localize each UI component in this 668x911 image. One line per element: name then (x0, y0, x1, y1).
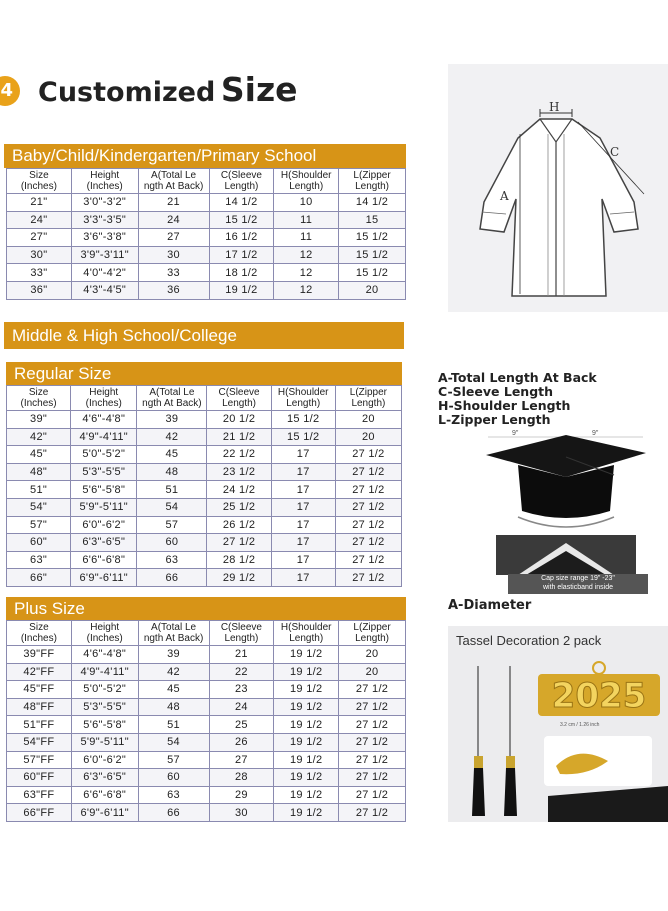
table-cell: 14 1/2 (209, 194, 274, 212)
column-header (207, 386, 271, 411)
table-cell: 27 1/2 (335, 551, 401, 569)
table-cell: 21 1/2 (207, 428, 271, 446)
table-cell: 5'9"-5'11" (71, 733, 138, 751)
table-row (7, 498, 402, 516)
column-header-line-2: (Inches) (20, 398, 57, 409)
column-header-line-2: (Inches) (86, 633, 123, 644)
table-cell: 12 (274, 246, 339, 264)
column-header-line-2: Length) (289, 181, 324, 192)
column-header (335, 386, 401, 411)
column-header-line-2: Length) (289, 633, 324, 644)
cap-dim-left: 9" (512, 430, 519, 437)
table-cell: 27 1/2 (339, 769, 406, 787)
table-cell: 48 (137, 463, 207, 481)
table-cell: 4'6"-4'8" (71, 411, 137, 429)
column-header-line-1: Height (89, 387, 119, 398)
table-row (7, 428, 402, 446)
table-cell: 17 (271, 516, 335, 534)
table-cell: 57"FF (7, 751, 72, 769)
column-header-line-1: H(Shoulder (277, 387, 329, 398)
table-cell: 6'6"-6'8" (71, 786, 138, 804)
column-header-line-1: Size (28, 387, 49, 398)
table-row (7, 786, 406, 804)
table-cell: 39 (137, 411, 207, 429)
table-row (7, 769, 406, 787)
column-header-line-2: Length) (355, 633, 389, 644)
table-cell: 19 1/2 (274, 733, 339, 751)
table-cell: 24 (138, 211, 209, 229)
table-cell: 63" (7, 551, 71, 569)
table-cell: 29 1/2 (207, 569, 271, 587)
table-cell: 20 (339, 663, 406, 681)
table-cell: 42 (137, 428, 207, 446)
table-cell: 60"FF (7, 769, 72, 787)
column-header (271, 386, 335, 411)
column-header (137, 386, 207, 411)
table-cell: 63"FF (7, 786, 72, 804)
table-cell: 4'6"-4'8" (71, 646, 138, 664)
table-cell: 26 1/2 (207, 516, 271, 534)
column-header-line-2: Length) (355, 181, 389, 192)
column-header-line-2: (Inches) (20, 633, 57, 644)
table-cell: 39" (7, 411, 71, 429)
column-header (7, 621, 72, 646)
table-row (7, 211, 406, 229)
table-row (7, 229, 406, 247)
table-cell: 18 1/2 (209, 264, 274, 282)
regular-size-table (6, 385, 402, 587)
table-row (7, 751, 406, 769)
table-cell: 11 (274, 229, 339, 247)
column-header-line-2: Length) (224, 633, 259, 644)
column-header (71, 386, 137, 411)
table-row (7, 681, 406, 699)
table-cell: 25 (209, 716, 274, 734)
table-cell: 21" (7, 194, 72, 212)
table-cell: 51 (137, 481, 207, 499)
table-row (7, 716, 406, 734)
table-cell: 57" (7, 516, 71, 534)
tassel-illustration-icon (448, 626, 668, 822)
table-cell: 15 1/2 (271, 411, 335, 429)
table-cell: 5'6"-5'8" (71, 481, 137, 499)
column-header-line-2: (Inches) (20, 181, 57, 192)
table-row (7, 733, 406, 751)
column-header-line-2: Length) (224, 181, 259, 192)
table-cell: 12 (274, 264, 339, 282)
table-cell: 6'3"-6'5" (71, 769, 138, 787)
table-row (7, 264, 406, 282)
tassel-decoration-panel (448, 626, 668, 822)
table-cell: 24 (209, 698, 274, 716)
table-cell: 4'9"-4'11" (71, 663, 138, 681)
column-header-line-1: H(Shoulder (280, 622, 332, 633)
cap-note-line-2: with elasticband inside (542, 584, 614, 591)
column-header (209, 621, 274, 646)
table-header-row (7, 386, 402, 411)
column-header-line-2: (Inches) (85, 398, 122, 409)
table-cell: 30 (138, 246, 209, 264)
table-row (7, 246, 406, 264)
table-cell: 48" (7, 463, 71, 481)
column-header (209, 169, 274, 194)
table-row (7, 194, 406, 212)
table-cell: 17 (271, 446, 335, 464)
gown-diagram (448, 64, 668, 312)
column-header-line-1: Height (90, 622, 120, 633)
table-cell: 27 1/2 (339, 786, 406, 804)
table-cell: 17 (271, 569, 335, 587)
section-bar-regular: Regular Size (6, 362, 402, 385)
table-cell: 3'0"-3'2" (71, 194, 138, 212)
table-cell: 23 (209, 681, 274, 699)
tassel-width-note: 3.2 cm / 1.26 inch (560, 722, 600, 728)
column-header-line-1: C(Sleeve (220, 170, 262, 181)
table-cell: 5'3"-5'5" (71, 698, 138, 716)
plus-size-table (6, 620, 406, 822)
table-cell: 10 (274, 194, 339, 212)
column-header (339, 621, 406, 646)
column-header-line-1: H(Shoulder (280, 170, 332, 181)
tassel-title: Tassel Decoration 2 pack (456, 633, 602, 648)
column-header-line-1: A(Total Le (149, 387, 195, 398)
table-row (7, 463, 402, 481)
table-cell: 66"FF (7, 804, 72, 822)
table-cell: 42 (138, 663, 209, 681)
table-cell: 51" (7, 481, 71, 499)
legend-item: H-Shoulder Length (438, 398, 571, 413)
table-cell: 5'9"-5'11" (71, 498, 137, 516)
table-cell: 27 1/2 (335, 481, 401, 499)
step-number-badge: 4 (0, 76, 20, 106)
table-cell: 39"FF (7, 646, 72, 664)
table-cell: 45" (7, 446, 71, 464)
page-title-word-2: Size (220, 70, 298, 109)
table-row (7, 569, 402, 587)
tassel-year: 2025 (551, 676, 647, 716)
column-header-line-1: L(Zipper (353, 170, 391, 181)
table-cell: 19 1/2 (274, 646, 339, 664)
table-cell: 33" (7, 264, 72, 282)
table-cell: 27 1/2 (339, 698, 406, 716)
table-cell: 5'6"-5'8" (71, 716, 138, 734)
table-cell: 19 1/2 (274, 786, 339, 804)
column-header-line-1: L(Zipper (349, 387, 388, 398)
table-cell: 54" (7, 498, 71, 516)
table-cell: 19 1/2 (274, 681, 339, 699)
table-cell: 15 1/2 (339, 246, 406, 264)
table-cell: 30 (209, 804, 274, 822)
column-header (274, 169, 339, 194)
table-cell: 54 (138, 733, 209, 751)
column-header-line-2: Length) (222, 398, 257, 409)
table-cell: 42"FF (7, 663, 72, 681)
column-header-line-2: ngth At Back) (142, 398, 202, 409)
table-header-row (7, 621, 406, 646)
table-cell: 24 1/2 (207, 481, 271, 499)
column-header-line-1: Height (90, 170, 120, 181)
table-cell: 57 (138, 751, 209, 769)
table-cell: 27 1/2 (339, 733, 406, 751)
table-cell: 20 (335, 428, 401, 446)
table-cell: 17 (271, 534, 335, 552)
table-cell: 27 1/2 (339, 716, 406, 734)
table-row (7, 698, 406, 716)
table-cell: 23 1/2 (207, 463, 271, 481)
gown-label-a: A (500, 189, 509, 203)
table-cell: 19 1/2 (274, 698, 339, 716)
column-header-line-2: ngth At Back) (143, 633, 204, 644)
gown-sketch-icon (448, 64, 668, 312)
table-cell: 21 (209, 646, 274, 664)
section-bar-plus: Plus Size (6, 597, 406, 620)
table-cell: 66 (138, 804, 209, 822)
table-row (7, 551, 402, 569)
column-header-line-1: Size (29, 170, 49, 181)
table-cell: 66" (7, 569, 71, 587)
column-header (71, 169, 138, 194)
table-cell: 28 (209, 769, 274, 787)
table-cell: 27 1/2 (335, 446, 401, 464)
table-cell: 20 (339, 646, 406, 664)
table-cell: 17 (271, 481, 335, 499)
table-cell: 27 1/2 (335, 498, 401, 516)
table-cell: 15 (339, 211, 406, 229)
column-header (274, 621, 339, 646)
table-cell: 60 (138, 769, 209, 787)
table-cell: 15 1/2 (271, 428, 335, 446)
table-cell: 22 1/2 (207, 446, 271, 464)
column-header-line-2: Length) (351, 398, 386, 409)
table-cell: 27 1/2 (335, 569, 401, 587)
table-cell: 20 1/2 (207, 411, 271, 429)
table-cell: 48 (138, 698, 209, 716)
table-cell: 54 (137, 498, 207, 516)
column-header-line-2: (Inches) (86, 181, 123, 192)
section-bar-baby: Baby/Child/Kindergarten/Primary School (4, 144, 406, 168)
table-cell: 17 (271, 463, 335, 481)
column-header-line-1: A(Total Le (151, 170, 197, 181)
table-cell: 24" (7, 211, 72, 229)
column-header-line-2: ngth At Back) (143, 181, 204, 192)
table-cell: 6'9"-6'11" (71, 804, 138, 822)
table-cell: 6'9"-6'11" (71, 569, 137, 587)
cap-illustration (478, 425, 658, 595)
table-cell: 27 1/2 (335, 534, 401, 552)
table-cell: 14 1/2 (339, 194, 406, 212)
table-cell: 3'6"-3'8" (71, 229, 138, 247)
table-cell: 17 1/2 (209, 246, 274, 264)
table-cell: 25 1/2 (207, 498, 271, 516)
table-cell: 6'0"-6'2" (71, 751, 138, 769)
table-cell: 19 1/2 (274, 804, 339, 822)
table-cell: 29 (209, 786, 274, 804)
table-cell: 27 1/2 (339, 751, 406, 769)
table-cell: 63 (138, 786, 209, 804)
table-cell: 33 (138, 264, 209, 282)
table-row (7, 516, 402, 534)
table-row (7, 534, 402, 552)
column-header (138, 621, 209, 646)
table-cell: 6'3"-6'5" (71, 534, 137, 552)
table-cell: 15 1/2 (209, 211, 274, 229)
table-cell: 19 1/2 (274, 716, 339, 734)
table-cell: 26 (209, 733, 274, 751)
table-cell: 30" (7, 246, 72, 264)
table-cell: 39 (138, 646, 209, 664)
table-cell: 17 (271, 551, 335, 569)
table-header-row (7, 169, 406, 194)
table-cell: 3'9"-3'11" (71, 246, 138, 264)
column-header (71, 621, 138, 646)
table-row (7, 804, 406, 822)
table-cell: 21 (138, 194, 209, 212)
table-row (7, 411, 402, 429)
table-cell: 51 (138, 716, 209, 734)
gown-label-h: H (549, 100, 560, 114)
table-cell: 12 (274, 281, 339, 299)
table-cell: 17 (271, 498, 335, 516)
table-cell: 6'6"-6'8" (71, 551, 137, 569)
table-cell: 3'3"-3'5" (71, 211, 138, 229)
column-header-line-1: A(Total Le (151, 622, 197, 633)
baby-size-table (6, 168, 406, 300)
table-cell: 45"FF (7, 681, 72, 699)
table-cell: 27 1/2 (339, 681, 406, 699)
table-cell: 42" (7, 428, 71, 446)
column-header (7, 386, 71, 411)
table-cell: 51"FF (7, 716, 72, 734)
table-cell: 60" (7, 534, 71, 552)
table-cell: 4'0"-4'2" (71, 264, 138, 282)
table-row (7, 446, 402, 464)
table-cell: 19 1/2 (274, 751, 339, 769)
table-cell: 20 (335, 411, 401, 429)
table-cell: 57 (137, 516, 207, 534)
table-cell: 27 1/2 (335, 463, 401, 481)
table-cell: 27 (138, 229, 209, 247)
table-cell: 27" (7, 229, 72, 247)
table-cell: 54"FF (7, 733, 72, 751)
table-row (7, 481, 402, 499)
table-cell: 19 1/2 (209, 281, 274, 299)
legend-item: A-Total Length At Back (438, 370, 597, 385)
page-title (38, 70, 298, 109)
table-cell: 5'3"-5'5" (71, 463, 137, 481)
table-cell: 27 1/2 (339, 804, 406, 822)
table-cell: 4'3"-4'5" (71, 281, 138, 299)
table-cell: 22 (209, 663, 274, 681)
column-header-line-1: C(Sleeve (220, 622, 262, 633)
cap-size-note (508, 574, 648, 594)
column-header (138, 169, 209, 194)
table-cell: 66 (137, 569, 207, 587)
column-header (7, 169, 72, 194)
table-cell: 19 1/2 (274, 663, 339, 681)
page-title-word-1: Customized (38, 77, 216, 108)
gown-label-c: C (610, 145, 620, 159)
table-cell: 6'0"-6'2" (71, 516, 137, 534)
table-row (7, 281, 406, 299)
section-bar-middle-high: Middle & High School/College (4, 322, 404, 349)
table-cell: 45 (138, 681, 209, 699)
table-cell: 20 (339, 281, 406, 299)
table-row (7, 646, 406, 664)
measurement-legend (438, 371, 597, 427)
table-cell: 11 (274, 211, 339, 229)
table-cell: 27 1/2 (335, 516, 401, 534)
table-cell: 5'0"-5'2" (71, 681, 138, 699)
table-cell: 36" (7, 281, 72, 299)
column-header-line-1: Size (29, 622, 49, 633)
table-cell: 27 1/2 (207, 534, 271, 552)
table-cell: 4'9"-4'11" (71, 428, 137, 446)
column-header-line-1: C(Sleeve (218, 387, 260, 398)
legend-item: L-Zipper Length (438, 412, 551, 427)
graduation-cap-icon (478, 425, 658, 575)
table-cell: 19 1/2 (274, 769, 339, 787)
column-header-line-2: Length) (286, 398, 321, 409)
table-cell: 36 (138, 281, 209, 299)
legend-item: C-Sleeve Length (438, 384, 554, 399)
table-row (7, 663, 406, 681)
table-cell: 28 1/2 (207, 551, 271, 569)
cap-dim-right: 9" (592, 430, 599, 437)
cap-note-line-1: Cap size range 19" -23" (541, 575, 615, 582)
table-cell: 63 (137, 551, 207, 569)
table-cell: 45 (137, 446, 207, 464)
table-cell: 48"FF (7, 698, 72, 716)
column-header (339, 169, 406, 194)
table-cell: 5'0"-5'2" (71, 446, 137, 464)
table-cell: 15 1/2 (339, 229, 406, 247)
table-cell: 60 (137, 534, 207, 552)
table-cell: 16 1/2 (209, 229, 274, 247)
table-cell: 27 (209, 751, 274, 769)
table-cell: 15 1/2 (339, 264, 406, 282)
column-header-line-1: L(Zipper (353, 622, 391, 633)
diameter-label: A-Diameter (448, 598, 532, 613)
